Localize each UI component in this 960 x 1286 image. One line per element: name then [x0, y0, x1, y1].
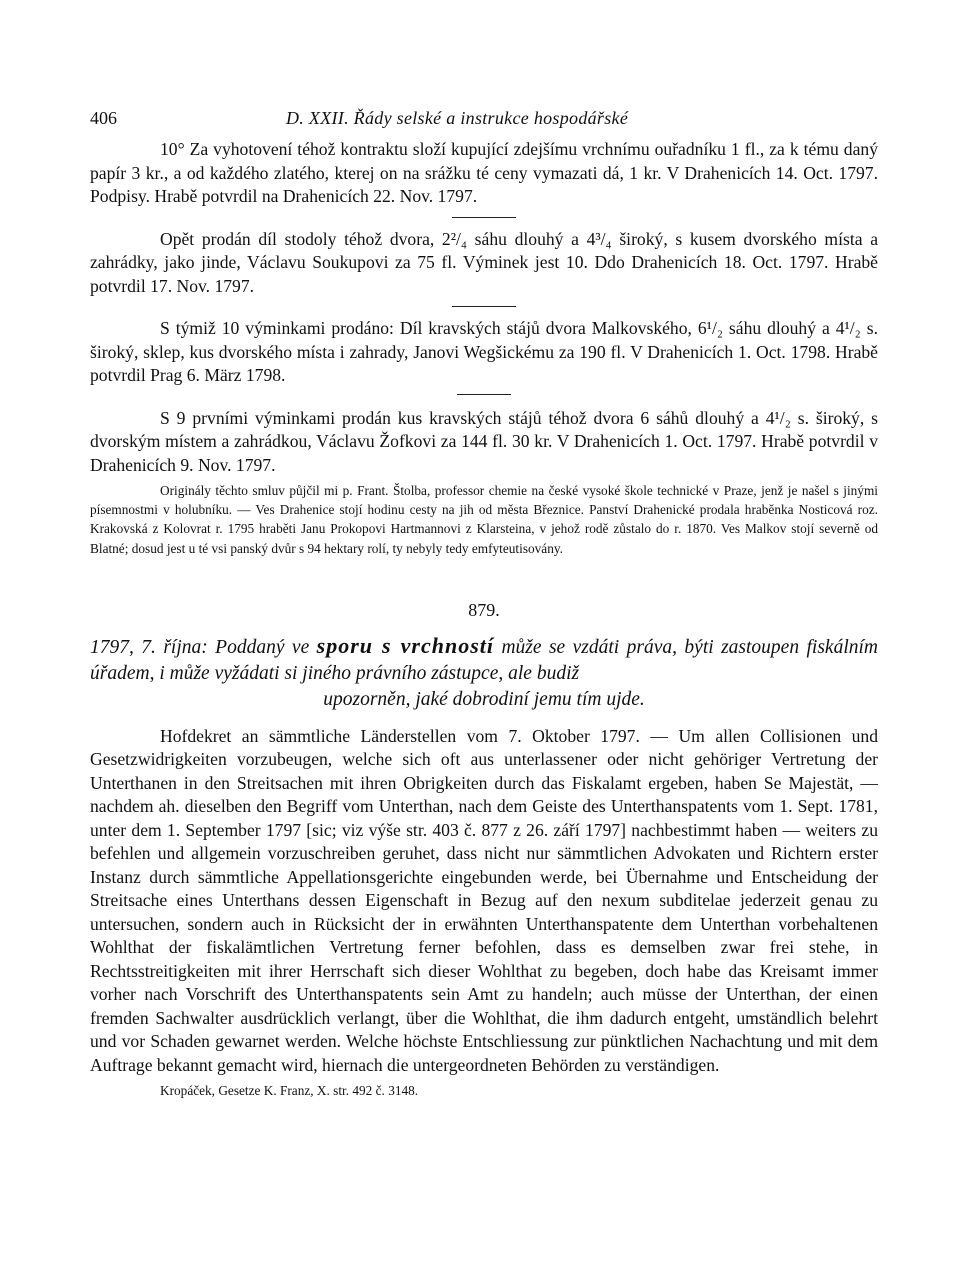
editorial-note: Originály těchto smluv půjčil mi p. Frant. Štolba, professor chemie na české vysoké škole technické v Praze, jenž je našel s jinými písemnostmi v holubníku. — Ves Drahenice stojí hodinu cesty na jih od města Březnice. Panství Drahenické prodala hraběnka Nosticová roz. Krakovská z Kolovrat r. 1795 hraběti Janu Prokopovi Hartmannovi z Klarsteina, v jehož rodě zůstalo do r. 1870. Ves Malkov stojí severně od Blatné; dosud jest u té vsi panský dvůr s 94 hektary rolí, ty nebyly tedy emfyteutisovány. [90, 483, 878, 556]
source-citation: Kropáček, Gesetze K. Franz, X. str. 492 č. 3148. [160, 1083, 419, 1099]
section-divider [452, 306, 516, 307]
page-header [90, 108, 878, 138]
section-divider [452, 217, 516, 218]
section-divider [457, 394, 511, 395]
document-page [90, 108, 878, 1099]
regest-text-start: 1797, 7. října: Poddaný ve [90, 636, 317, 658]
paragraph-stable-sale-malkov: S týmiž 10 výminkami prodáno: Díl kravských stájů dvora Malkovského, 6¹/₂ sáhu dlouhý a 4¹/₂ s. široký, sklep, kus dvorského místa i zahrady, Janovi Wegšickému za 190 fl. V Drahenicích 1. Oct. 1798. Hrabě potvrdil Prag 6. März 1798. [90, 318, 878, 385]
decree-body: Hofdekret an sämmtliche Länderstellen vom 7. Oktober 1797. — Um allen Collisionen und Gesetzwidrigkeiten vorzubeugen, welche sich oft aus unterlassener oder nicht gehöriger Vertretung der Unterthanen in den Streitsachen mit ihren Obrigkeiten durch das Fiskalamt ergeben, haben Se Majestät, — nachdem ah. dieselben den Begriff vom Unterthan, nach dem Geiste des Unterthanspatents vom 1. Sept. 1781, unter dem 1. September 1797 [sic; viz výše str. 403 č. 877 z 26. září 1797] nachbestimmt haben — weiters zu befehlen und allgemein vorzuschreiben geruhet, dass nicht nur sämmtlichen Advokaten und Richtern erster Instanz durch sämmtliche Appellationsgerichte eingebunden werde, bei Übernahme und Entscheidung der Streitsache eines Unterthans dessen Eigenschaft in Bezug auf den nexum subditelae jederzeit genau zu untersuchen, sondern auch in Rücksicht der in erwähnten Unterthanspatente dem Unterthan vorbehaltenen Wohlthat der fiskalämtlichen Vertretung ferner befohlen, dass es demselben zwar frei stehe, in Rechtsstreitigkeiten mit ihrer Herrschaft sich dieser Wohlthat zu begeben, doch habe das Kreisamt immer vorher nach Vorschrift des Unterthanspatents sein Amt zu handeln; auch müsse der Unterthan, der einen fremden Sachwalter ausdrücklich verlangt, über die Wohlthat, die ihm dadurch entgeht, umständlich belehrt und vor Schaden gewarnet werden. Welche höchste Entschliessung zur pünktlichen Nachachtung und mit dem Auftrage bekannt gemacht wird, hiernach die untergeordneten Behörden zu verständigen. [90, 725, 878, 1075]
document-number: 879. [468, 599, 500, 620]
regest-last-line: upozorněn, jaké dobrodiní jemu tím ujde. [323, 688, 645, 710]
page-number: 406 [90, 108, 117, 128]
paragraph-stable-sale-zofka: S 9 prvními výminkami prodán kus kravských stájů téhož dvora 6 sáhů dlouhý a 4¹/₂ s. široký, s dvorským místem a zahrádkou, Václavu Žofkovi za 144 fl. 30 kr. V Drahenicích 1. Oct. 1797. Hrabě potvrdil v Drahenicích 9. Nov. 1797. [90, 407, 878, 475]
regest-text-continued: může se vzdáti práva, býti zastoupen fiskálním úřadem, i může vyžádati si jiného právního zástupce, ale budiž [90, 636, 878, 684]
running-title: D. XXII. Řády selské a instrukce hospodářské [286, 108, 629, 128]
paragraph-barn-sale: Opět prodán díl stodoly téhož dvora, 2²/₄ sáhu dlouhý a 4³/₄ široký, s kusem dvorského místa a zahrádky, jako jinde, Václavu Soukupovi za 75 fl. Výminek jest 10. Ddo Drahenicích 18. Oct. 1797. Hrabě potvrdil 17. Nov. 1797. [90, 228, 878, 296]
paragraph-contract-fees: 10° Za vyhotovení téhož kontraktu složí kupující zdejšímu vrchnímu ouřadníku 1 fl., za k tému daný papír 3 kr., a od každého zlatého, kterej on na srážku té ceny vymazati dá, 1 kr. V Drahenicích 14. Oct. 1797. Podpisy. Hrabě potvrdil na Drahenicích 22. Nov. 1797. [90, 139, 878, 206]
regest-emphasis: sporu s vrchností [316, 632, 495, 658]
document-regest [90, 633, 878, 713]
